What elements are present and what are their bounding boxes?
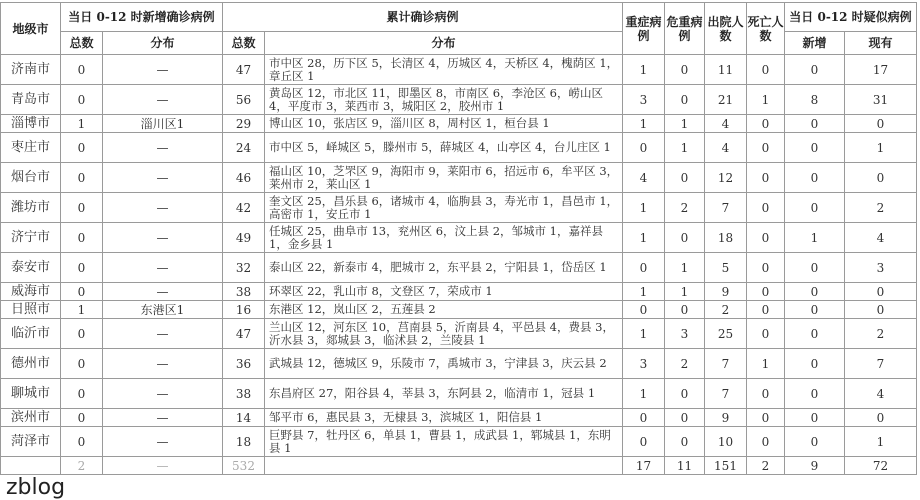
discharged-cell: 9	[705, 409, 747, 427]
deaths-cell: 1	[747, 349, 785, 379]
critical-cell: 0	[665, 55, 705, 85]
cum-total-cell: 16	[223, 301, 265, 319]
totals-suspect-new-cell: 9	[785, 457, 845, 475]
totals-row	[1, 457, 917, 475]
deaths-cell: 0	[747, 55, 785, 85]
cum-distribution-cell: 市中区 28，历下区 5，长清区 4，历城区 4，天桥区 4，槐荫区 1，章丘区 1	[265, 55, 623, 85]
table-row	[1, 379, 917, 409]
suspect-new-cell: 0	[785, 379, 845, 409]
deaths-cell: 1	[747, 85, 785, 115]
new-distribution-cell: —	[103, 55, 223, 85]
deaths-cell: 0	[747, 193, 785, 223]
discharged-cell: 12	[705, 163, 747, 193]
suspect-new-cell: 0	[785, 115, 845, 133]
table-row	[1, 55, 917, 85]
table-row	[1, 349, 917, 379]
severe-cell: 1	[623, 115, 665, 133]
cum-distribution-cell: 东昌府区 27，阳谷县 4，莘县 3，东阿县 2，临清市 1，冠县 1	[265, 379, 623, 409]
header-city: 地级市	[1, 3, 61, 55]
cum-total-cell: 38	[223, 379, 265, 409]
suspect-new-cell: 1	[785, 223, 845, 253]
new-total-cell: 0	[61, 133, 103, 163]
header-new-distribution: 分布	[103, 32, 223, 55]
cum-distribution-cell: 泰山区 22，新泰市 4，肥城市 2，东平县 2，宁阳县 1，岱岳区 1	[265, 253, 623, 283]
table-row	[1, 193, 917, 223]
cum-total-cell: 49	[223, 223, 265, 253]
severe-cell: 1	[623, 283, 665, 301]
severe-cell: 1	[623, 319, 665, 349]
new-distribution-cell: —	[103, 163, 223, 193]
city-cell: 济宁市	[1, 223, 61, 253]
critical-cell: 1	[665, 133, 705, 163]
cum-total-cell: 42	[223, 193, 265, 223]
cum-total-cell: 29	[223, 115, 265, 133]
city-cell: 青岛市	[1, 85, 61, 115]
cum-distribution-cell: 任城区 25，曲阜市 13，兖州区 6，汶上县 2，邹城市 1，嘉祥县 1，金乡县 1	[265, 223, 623, 253]
new-total-cell: 0	[61, 283, 103, 301]
discharged-cell: 4	[705, 133, 747, 163]
suspect-current-cell: 1	[845, 427, 917, 457]
cum-total-cell: 56	[223, 85, 265, 115]
deaths-cell: 0	[747, 223, 785, 253]
table-row	[1, 223, 917, 253]
totals-critical-cell: 11	[665, 457, 705, 475]
severe-cell: 1	[623, 223, 665, 253]
deaths-cell: 0	[747, 253, 785, 283]
discharged-cell: 9	[705, 283, 747, 301]
table-row	[1, 283, 917, 301]
new-distribution-cell: —	[103, 379, 223, 409]
deaths-cell: 0	[747, 427, 785, 457]
suspect-new-cell: 0	[785, 253, 845, 283]
critical-cell: 0	[665, 427, 705, 457]
table-row	[1, 115, 917, 133]
watermark: zblog	[2, 476, 69, 500]
new-total-cell: 0	[61, 319, 103, 349]
critical-cell: 1	[665, 253, 705, 283]
table-row	[1, 163, 917, 193]
table-row	[1, 409, 917, 427]
deaths-cell: 0	[747, 301, 785, 319]
covid-case-table	[0, 2, 917, 475]
suspect-current-cell: 0	[845, 301, 917, 319]
discharged-cell: 7	[705, 349, 747, 379]
suspect-current-cell: 3	[845, 253, 917, 283]
critical-cell: 0	[665, 379, 705, 409]
critical-cell: 2	[665, 349, 705, 379]
header-cum-total: 总数	[223, 32, 265, 55]
totals-discharged-cell: 151	[705, 457, 747, 475]
suspect-current-cell: 2	[845, 193, 917, 223]
new-distribution-cell: —	[103, 253, 223, 283]
city-cell: 烟台市	[1, 163, 61, 193]
suspect-new-cell: 8	[785, 85, 845, 115]
header-cum-distribution: 分布	[265, 32, 623, 55]
suspect-current-cell: 0	[845, 283, 917, 301]
new-total-cell: 1	[61, 115, 103, 133]
cum-distribution-cell: 福山区 10，芝罘区 9，海阳市 9，莱阳市 6，招远市 6，牟平区 3，莱州市 2，莱山区 1	[265, 163, 623, 193]
new-total-cell: 0	[61, 193, 103, 223]
header-new-cases: 当日 0-12 时新增确诊病例	[61, 3, 223, 32]
new-distribution-cell: —	[103, 319, 223, 349]
totals-cum-distribution-cell	[265, 457, 623, 475]
critical-cell: 0	[665, 163, 705, 193]
cum-total-cell: 36	[223, 349, 265, 379]
city-cell: 泰安市	[1, 253, 61, 283]
severe-cell: 0	[623, 427, 665, 457]
new-total-cell: 0	[61, 427, 103, 457]
suspect-current-cell: 2	[845, 319, 917, 349]
totals-suspect-current-cell: 72	[845, 457, 917, 475]
header-discharged: 出院人数	[705, 3, 747, 55]
discharged-cell: 7	[705, 379, 747, 409]
suspect-new-cell: 0	[785, 55, 845, 85]
discharged-cell: 25	[705, 319, 747, 349]
new-total-cell: 0	[61, 163, 103, 193]
city-cell: 日照市	[1, 301, 61, 319]
severe-cell: 1	[623, 193, 665, 223]
header-critical: 危重病例	[665, 3, 705, 55]
cum-distribution-cell: 博山区 10，张店区 9，淄川区 8，周村区 1，桓台县 1	[265, 115, 623, 133]
severe-cell: 0	[623, 301, 665, 319]
suspect-current-cell: 0	[845, 409, 917, 427]
critical-cell: 3	[665, 319, 705, 349]
cum-distribution-cell: 奎文区 25，昌乐县 6，诸城市 4，临朐县 3，寿光市 1，昌邑市 1，高密市 1，安丘市 1	[265, 193, 623, 223]
totals-deaths-cell: 2	[747, 457, 785, 475]
suspect-current-cell: 0	[845, 115, 917, 133]
deaths-cell: 0	[747, 319, 785, 349]
new-distribution-cell: —	[103, 223, 223, 253]
severe-cell: 3	[623, 349, 665, 379]
totals-cum-total-cell: 532	[223, 457, 265, 475]
city-cell: 临沂市	[1, 319, 61, 349]
header-cumulative-cases: 累计确诊病例	[223, 3, 623, 32]
suspect-new-cell: 0	[785, 163, 845, 193]
cum-distribution-cell: 市中区 5，峄城区 5，滕州市 5，薛城区 4，山亭区 4，台儿庄区 1	[265, 133, 623, 163]
table-body	[1, 55, 917, 475]
severe-cell: 3	[623, 85, 665, 115]
suspect-new-cell: 0	[785, 349, 845, 379]
cum-total-cell: 38	[223, 283, 265, 301]
new-distribution-cell: —	[103, 193, 223, 223]
suspect-new-cell: 0	[785, 409, 845, 427]
city-cell: 淄博市	[1, 115, 61, 133]
deaths-cell: 0	[747, 283, 785, 301]
totals-new-total-cell: 2	[61, 457, 103, 475]
severe-cell: 0	[623, 253, 665, 283]
critical-cell: 2	[665, 193, 705, 223]
header-new-total: 总数	[61, 32, 103, 55]
header-suspected: 当日 0-12 时疑似病例	[785, 3, 917, 32]
table-row	[1, 427, 917, 457]
city-cell: 聊城市	[1, 379, 61, 409]
suspect-current-cell: 4	[845, 379, 917, 409]
cum-distribution-cell: 巨野县 7，牡丹区 6，单县 1，曹县 1，成武县 1，郓城县 1，东明县 1	[265, 427, 623, 457]
table-row	[1, 133, 917, 163]
discharged-cell: 18	[705, 223, 747, 253]
cum-distribution-cell: 黄岛区 12，市北区 11，即墨区 8，市南区 6，李沧区 6，崂山区 4，平度市 3，莱西市 3，城阳区 2，胶州市 1	[265, 85, 623, 115]
critical-cell: 0	[665, 223, 705, 253]
totals-new-distribution-cell: —	[103, 457, 223, 475]
discharged-cell: 2	[705, 301, 747, 319]
new-total-cell: 0	[61, 223, 103, 253]
new-distribution-cell: —	[103, 427, 223, 457]
critical-cell: 0	[665, 301, 705, 319]
cum-total-cell: 24	[223, 133, 265, 163]
suspect-current-cell: 0	[845, 163, 917, 193]
discharged-cell: 4	[705, 115, 747, 133]
new-total-cell: 0	[61, 55, 103, 85]
critical-cell: 0	[665, 409, 705, 427]
cum-total-cell: 18	[223, 427, 265, 457]
header-deaths: 死亡人数	[747, 3, 785, 55]
severe-cell: 1	[623, 379, 665, 409]
discharged-cell: 10	[705, 427, 747, 457]
suspect-new-cell: 0	[785, 301, 845, 319]
suspect-current-cell: 1	[845, 133, 917, 163]
new-total-cell: 0	[61, 85, 103, 115]
new-total-cell: 0	[61, 349, 103, 379]
severe-cell: 0	[623, 409, 665, 427]
totals-label-cell	[1, 457, 61, 475]
city-cell: 济南市	[1, 55, 61, 85]
table-row	[1, 301, 917, 319]
city-cell: 德州市	[1, 349, 61, 379]
deaths-cell: 0	[747, 379, 785, 409]
totals-severe-cell: 17	[623, 457, 665, 475]
header-suspect-new: 新增	[785, 32, 845, 55]
cum-total-cell: 14	[223, 409, 265, 427]
suspect-new-cell: 0	[785, 193, 845, 223]
header-suspect-current: 现有	[845, 32, 917, 55]
city-cell: 威海市	[1, 283, 61, 301]
new-distribution-cell: —	[103, 85, 223, 115]
new-distribution-cell: 淄川区1	[103, 115, 223, 133]
cum-total-cell: 47	[223, 55, 265, 85]
suspect-current-cell: 17	[845, 55, 917, 85]
discharged-cell: 11	[705, 55, 747, 85]
deaths-cell: 0	[747, 115, 785, 133]
deaths-cell: 0	[747, 133, 785, 163]
cum-distribution-cell: 兰山区 12，河东区 10，莒南县 5，沂南县 4，平邑县 4，费县 3，沂水县 3，郯城县 3，临沭县 2，兰陵县 1	[265, 319, 623, 349]
suspect-current-cell: 7	[845, 349, 917, 379]
new-distribution-cell: —	[103, 133, 223, 163]
critical-cell: 1	[665, 115, 705, 133]
table-row	[1, 319, 917, 349]
new-total-cell: 0	[61, 409, 103, 427]
cum-distribution-cell: 邹平市 6，惠民县 3，无棣县 3，滨城区 1，阳信县 1	[265, 409, 623, 427]
cum-distribution-cell: 武城县 12，德城区 9，乐陵市 7，禹城市 3，宁津县 3，庆云县 2	[265, 349, 623, 379]
city-cell: 滨州市	[1, 409, 61, 427]
suspect-current-cell: 4	[845, 223, 917, 253]
cum-distribution-cell: 东港区 12，岚山区 2，五莲县 2	[265, 301, 623, 319]
deaths-cell: 0	[747, 409, 785, 427]
critical-cell: 0	[665, 85, 705, 115]
new-distribution-cell: 东港区1	[103, 301, 223, 319]
discharged-cell: 7	[705, 193, 747, 223]
critical-cell: 1	[665, 283, 705, 301]
new-distribution-cell: —	[103, 349, 223, 379]
city-cell: 菏泽市	[1, 427, 61, 457]
discharged-cell: 5	[705, 253, 747, 283]
suspect-new-cell: 0	[785, 319, 845, 349]
new-total-cell: 0	[61, 253, 103, 283]
city-cell: 枣庄市	[1, 133, 61, 163]
cum-total-cell: 32	[223, 253, 265, 283]
deaths-cell: 0	[747, 163, 785, 193]
discharged-cell: 21	[705, 85, 747, 115]
new-total-cell: 0	[61, 379, 103, 409]
city-cell: 潍坊市	[1, 193, 61, 223]
header-severe: 重症病例	[623, 3, 665, 55]
suspect-new-cell: 0	[785, 283, 845, 301]
cum-total-cell: 46	[223, 163, 265, 193]
new-distribution-cell: —	[103, 409, 223, 427]
cum-distribution-cell: 环翠区 22，乳山市 8，文登区 7，荣成市 1	[265, 283, 623, 301]
cum-total-cell: 47	[223, 319, 265, 349]
suspect-new-cell: 0	[785, 427, 845, 457]
suspect-new-cell: 0	[785, 133, 845, 163]
suspect-current-cell: 31	[845, 85, 917, 115]
severe-cell: 0	[623, 133, 665, 163]
severe-cell: 4	[623, 163, 665, 193]
table-row	[1, 85, 917, 115]
new-distribution-cell: —	[103, 283, 223, 301]
table-row	[1, 253, 917, 283]
severe-cell: 1	[623, 55, 665, 85]
new-total-cell: 1	[61, 301, 103, 319]
